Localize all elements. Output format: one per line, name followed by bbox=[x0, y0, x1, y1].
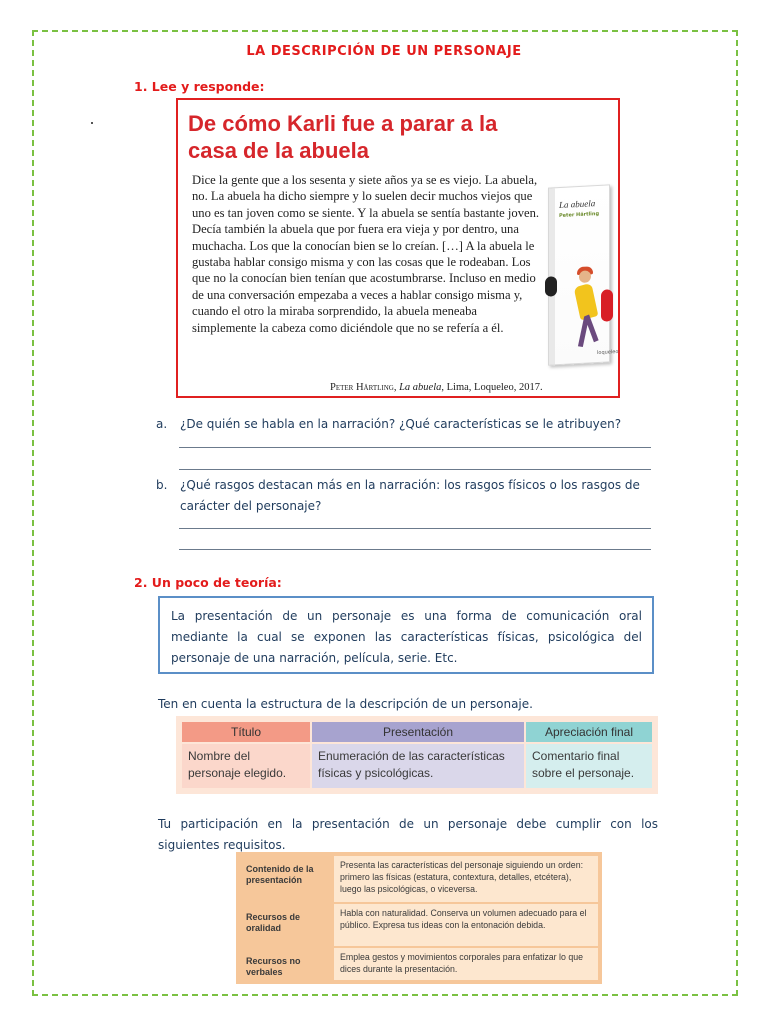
stray-mark bbox=[91, 122, 93, 124]
question-letter: a. bbox=[156, 417, 168, 431]
book-cover-image bbox=[548, 184, 619, 365]
book-cover-title: La abuela bbox=[559, 198, 596, 211]
structure-cell-final: Comentario final sobre el personaje. bbox=[526, 744, 652, 788]
requirements-table bbox=[236, 852, 602, 984]
requirement-row bbox=[240, 856, 598, 902]
structure-header-final: Apreciación final bbox=[526, 722, 652, 742]
requirement-description: Presenta las características del personaje siguiendo un orden: primero las físicas (estatura, contextura, detalles, etcétera), luego las psicológicas, o viceversa. bbox=[334, 856, 598, 902]
requirement-label: Recursos de oralidad bbox=[240, 904, 330, 946]
structure-cell-presentation: Enumeración de las características físicas y psicológicas. bbox=[312, 744, 524, 788]
reading-citation bbox=[330, 382, 543, 393]
reading-text: Dice la gente que a los sesenta y siete años ya se es viejo. La abuela, no. La abuela ha dicho siempre y lo suelen decir muchos viejos que uno es tan joven como se siente. Y la abuela se sentía bastante joven. Decía también la abuela que por fuera era vieja y por dentro, una muchacha. Los que la conocían bien se lo creían. […] A la abuela le gustaba hablar consigo misma y con las cosas que le rodeaban. Los que no la conocían bien tenían que acostumbrarse. Incluso en medio de una conversación empezaba a veces a hablar consigo misma y, cuando el otro la miraba sorprendido, la abuela meneaba simplemente la cabeza como diciéndole que no se refería a él. bbox=[192, 173, 540, 335]
book-cover-author: Peter Härtling bbox=[559, 210, 600, 220]
question-text: ¿Qué rasgos destacan más en la narración: los rasgos físicos o los rasgos de carácter del personaje? bbox=[180, 478, 640, 513]
answer-line[interactable] bbox=[179, 528, 651, 529]
requirement-description: Habla con naturalidad. Conserva un volumen adecuado para el público. Expresa tus ideas con la entonación debida. bbox=[334, 904, 598, 946]
section-heading-read: 1. Lee y responde: bbox=[134, 79, 265, 94]
requirement-row bbox=[240, 948, 598, 980]
requirement-label: Contenido de la presentación bbox=[240, 856, 330, 902]
answer-line[interactable] bbox=[179, 447, 651, 448]
page-title: LA DESCRIPCIÓN DE UN PERSONAJE bbox=[246, 44, 522, 59]
citation-rest: , Lima, Loqueleo, 2017. bbox=[441, 382, 543, 393]
structure-table bbox=[176, 716, 658, 794]
structure-header-title: Título bbox=[182, 722, 310, 742]
section-heading-theory: 2. Un poco de teoría: bbox=[134, 575, 282, 590]
reading-title: De cómo Karli fue a parar a la casa de la abuela bbox=[188, 111, 498, 163]
question-text: ¿De quién se habla en la narración? ¿Qué características se le atribuyen? bbox=[180, 417, 622, 431]
question-letter: b. bbox=[156, 478, 168, 492]
book-cover-publisher: loqueleo bbox=[597, 348, 619, 357]
reading-box bbox=[176, 98, 620, 398]
requirement-label: Recursos no verbales bbox=[240, 948, 330, 980]
answer-line[interactable] bbox=[179, 469, 651, 470]
requirements-intro: Tu participación en la presentación de un personaje debe cumplir con los siguientes requisitos. bbox=[158, 817, 658, 852]
structure-intro: Ten en cuenta la estructura de la descripción de un personaje. bbox=[158, 697, 533, 711]
citation-book: La abuela bbox=[399, 382, 442, 393]
answer-line[interactable] bbox=[179, 549, 651, 550]
theory-box: La presentación de un personaje es una forma de comunicación oral mediante la cual se exponen las características físicas, psicológica del personaje de una narración, película, serie. Etc. bbox=[158, 596, 654, 674]
citation-author: Peter Härtling, bbox=[330, 382, 400, 393]
requirement-description: Emplea gestos y movimientos corporales para enfatizar lo que dices durante la presentación. bbox=[334, 948, 598, 980]
structure-header-presentation: Presentación bbox=[312, 722, 524, 742]
requirement-row bbox=[240, 904, 598, 946]
structure-cell-title: Nombre del personaje elegido. bbox=[182, 744, 310, 788]
